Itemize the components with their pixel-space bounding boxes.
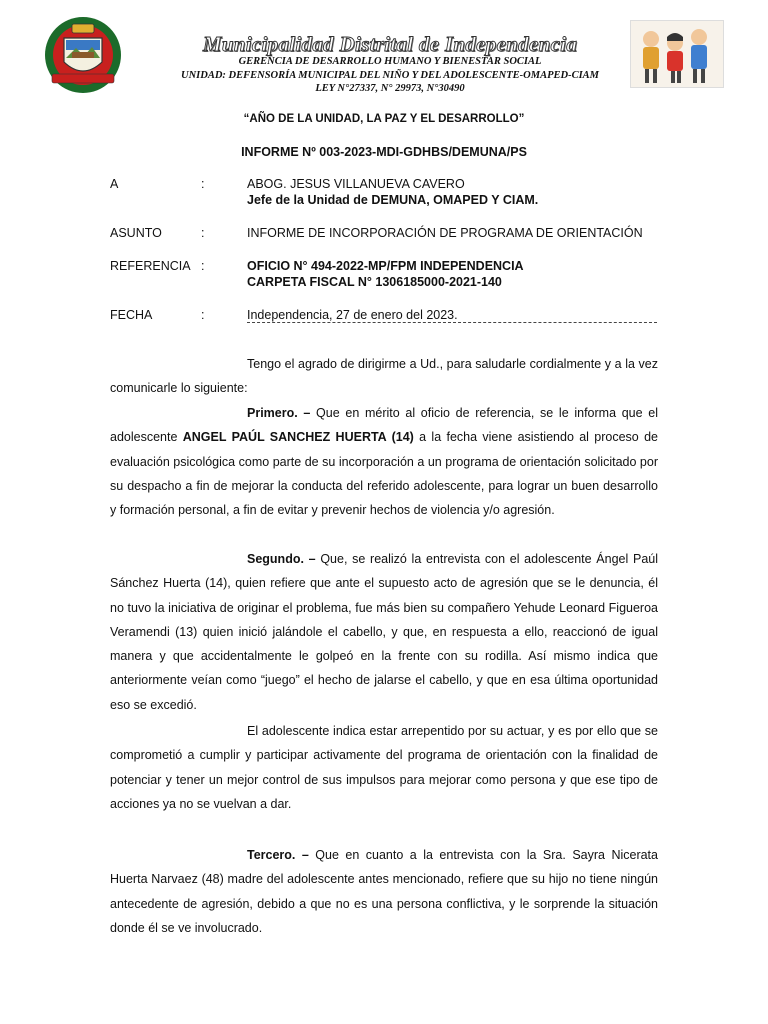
- children-illustration-logo: [630, 20, 724, 88]
- department-line: GERENCIA DE DESARROLLO HUMANO Y BIENESTAR SOCIAL: [238, 56, 542, 67]
- paragraph-primero: [110, 401, 658, 522]
- tercero-text: Que en cuanto a la entrevista con la Sra. Sayra Nicerata Huerta Narvaez (48) madre del adolescente antes mencionado, refiere que su hijo no tiene ningún antecedente de agresión, debido a que no es una persona conflictiva, y le sorprende la situación donde él se ve involucrado.: [110, 848, 658, 935]
- law-line: LEY N°27337, N° 29973, N°30490: [315, 83, 465, 94]
- letterhead: [0, 0, 768, 110]
- date-label: FECHA: [110, 308, 153, 322]
- reference-value-1: OFICIO N° 494-2022-MP/FPM INDEPENDENCIA: [247, 259, 524, 273]
- report-number: INFORME Nº 003-2023-MDI-GDHBS/DEMUNA/PS: [241, 145, 527, 159]
- to-name: ABOG. JESUS VILLANUEVA CAVERO: [247, 177, 465, 191]
- reference-label: REFERENCIA: [110, 259, 191, 273]
- dashed-divider: [247, 322, 657, 324]
- paragraph-segundo: [110, 547, 658, 717]
- adolescent-name: ANGEL PAÚL SANCHEZ HUERTA (14): [182, 430, 414, 445]
- reference-value-2: CARPETA FISCAL N° 1306185000-2021-140: [247, 275, 502, 289]
- paragraph-tercero: [110, 843, 658, 940]
- subject-label: ASUNTO: [110, 226, 162, 240]
- tercero-heading: Tercero. –: [247, 848, 309, 862]
- year-motto: “AÑO DE LA UNIDAD, LA PAZ Y EL DESARROLLO”: [243, 113, 525, 125]
- municipal-coat-of-arms-logo: [42, 14, 124, 96]
- segundo-text: Que, se realizó la entrevista con el adolescente Ángel Paúl Sánchez Huerta (14), quien refiere que ante el supuesto acto de agresión que se le denuncia, él no tuvo la iniciativa de originar el problema, fue más bien su compañero Yehude Leonard Figueroa Veramendi (13) quien inició jalándole el cabello, y que, en respuesta a ello, reaccionó de igual manera y que accidentalmente le golpeó en la frente con su rodilla. Así mismo indica que anteriormente veían como “juego” el hecho de jalarse el cabello, y que en esa última oportunidad eso se excedió.: [110, 552, 658, 712]
- subject-colon: :: [201, 226, 205, 240]
- paragraph-commitment: El adolescente indica estar arrepentido por su actuar, y es por ello que se comprometió a cumplir y participar activamente del programa de orientación con la finalidad de potenciar y tener un mejor control de sus impulsos para mejorar como persona y que ese tipo de acciones ya no se vuelvan a dar.: [110, 724, 658, 811]
- to-role: Jefe de la Unidad de DEMUNA, OMAPED Y CIAM.: [247, 193, 539, 207]
- primero-text-a: Que en mérito al oficio de referencia, se le informa que el adolescente: [110, 406, 658, 445]
- reference-colon: :: [201, 259, 205, 273]
- subject-value: INFORME DE INCORPORACIÓN DE PROGRAMA DE ORIENTACIÓN: [247, 226, 643, 240]
- date-value: Independencia, 27 de enero del 2023.: [247, 308, 458, 322]
- primero-text-b: a la fecha viene asistiendo al proceso de evaluación psicológica como parte de su incorporación a un programa de orientación solicitado por su despacho a fin de mejorar la conducta del referido adolescente, para lograr un buen desarrollo y formación personal, a fin de evitar y prevenir hechos de violencia y/o agresión.: [110, 430, 658, 518]
- to-label: A: [110, 177, 119, 191]
- intro-paragraph: Tengo el agrado de dirigirme a Ud., para saludarle cordialmente y a la vez comunicarle lo siguiente:: [110, 357, 658, 396]
- to-colon: :: [201, 177, 205, 191]
- segundo-heading: Segundo. –: [247, 552, 316, 566]
- date-colon: :: [201, 308, 205, 322]
- primero-heading: Primero. –: [247, 406, 311, 420]
- municipality-title: Municipalidad Distrital de Independencia: [202, 32, 578, 56]
- unit-line: UNIDAD: DEFENSORÍA MUNICIPAL DEL NIÑO Y DEL ADOLESCENTE-OMAPED-CIAM: [180, 70, 600, 81]
